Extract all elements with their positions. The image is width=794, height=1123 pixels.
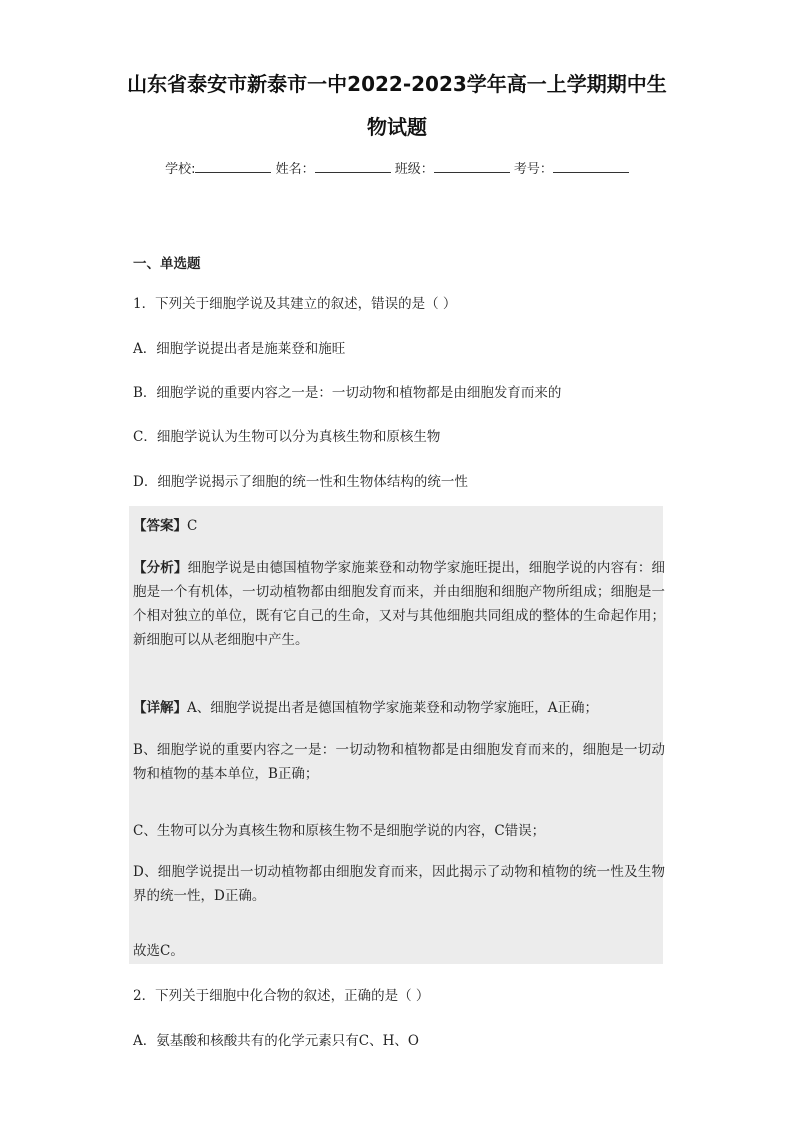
question-2-stem: 2．下列关于细胞中化合物的叙述，正确的是（ ） (133, 988, 430, 1004)
detail-b-paragraph (133, 738, 665, 786)
detail-c-text: C、生物可以分为真核生物和原核生物不是细胞学说的内容，C错误； (133, 823, 546, 839)
exam-number-blank (553, 158, 629, 173)
document-title-line1: 山东省泰安市新泰市一中2022-2023学年高一上学期期中生 (127, 72, 667, 96)
name-label: 姓名： (275, 162, 315, 177)
class-label: 班级： (394, 162, 434, 177)
document-title-line2: 物试题 (367, 115, 427, 139)
detail-tag: 【详解】 (133, 700, 187, 716)
question-1-option-a: A．细胞学说提出者是施莱登和施旺 (133, 341, 346, 357)
question-1-option-c: C．细胞学说认为生物可以分为真核生物和原核生物 (133, 429, 441, 445)
name-blank (315, 158, 391, 173)
school-label: 学校: (165, 162, 196, 177)
question-1-option-b: B．细胞学说的重要内容之一是：一切动物和植物都是由细胞发育而来的 (133, 385, 562, 401)
answer-value: C (187, 518, 198, 534)
detail-d-text: D、细胞学说提出一切动植物都由细胞发育而来，因此揭示了动物和植物的统一性及生物界的统一性，D正确。 (133, 864, 665, 904)
detail-a-text: A、细胞学说提出者是德国植物学家施莱登和动物学家施旺，A正确； (187, 700, 598, 716)
detail-b-text: B、细胞学说的重要内容之一是：一切动物和植物都是由细胞发育而来的，细胞是一切动物和植物的基本单位，B正确； (133, 742, 665, 782)
detail-d-paragraph (133, 860, 665, 908)
conclusion-text: 故选C。 (133, 943, 184, 959)
exam-number-label: 考号： (513, 162, 553, 177)
question-2-option-a: A．氨基酸和核酸共有的化学元素只有C、H、O (133, 1033, 419, 1049)
analysis-tag: 【分析】 (133, 560, 188, 576)
section-title: 一、单选题 (133, 256, 201, 272)
student-info-row (0, 158, 794, 177)
school-blank (195, 158, 271, 173)
answer-line (133, 514, 197, 534)
question-1-option-d: D．细胞学说揭示了细胞的统一性和生物体结构的统一性 (133, 474, 468, 490)
class-blank (434, 158, 510, 173)
analysis-paragraph (133, 556, 665, 652)
detail-a-line (133, 696, 665, 720)
analysis-text: 细胞学说是由德国植物学家施莱登和动物学家施旺提出，细胞学说的内容有：细胞是一个有机体，一切动植物都由细胞发育而来，并由细胞和细胞产物所组成；细胞是一个相对独立的单位，既有它自己的生命，又对与其他细胞共同组成的整体的生命起作用；新细胞可以从老细胞中产生。 (133, 560, 666, 648)
question-1-stem: 1．下列关于细胞学说及其建立的叙述，错误的是（ ） (133, 296, 457, 312)
answer-tag: 【答案】 (133, 518, 187, 534)
